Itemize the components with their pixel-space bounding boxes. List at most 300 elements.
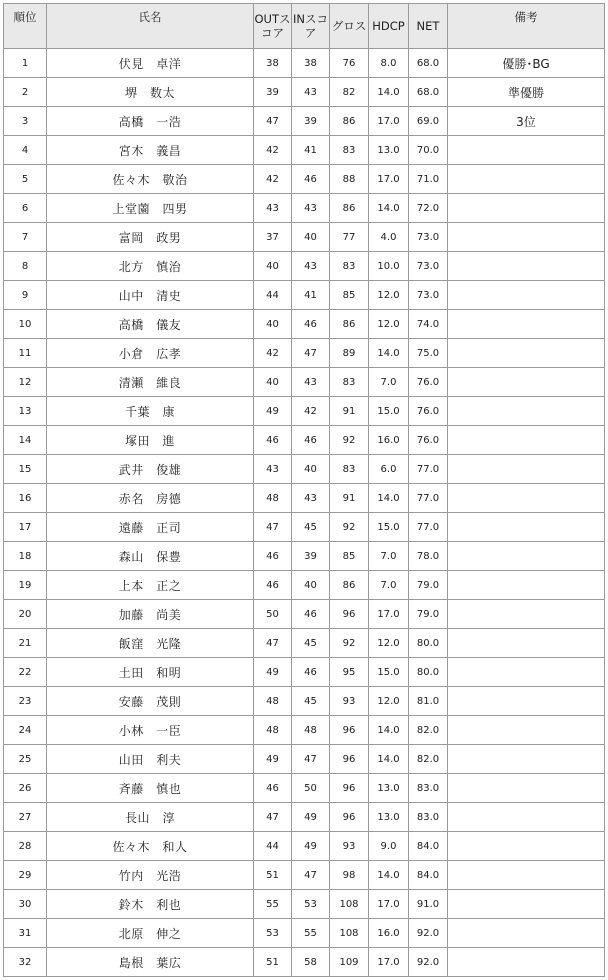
cell-name: 塚田 進: [47, 426, 254, 455]
cell-net: 81.0: [409, 687, 448, 716]
cell-out-score: 46: [254, 426, 292, 455]
cell-net: 80.0: [409, 658, 448, 687]
cell-net: 76.0: [409, 397, 448, 426]
cell-hdcp: 12.0: [369, 687, 409, 716]
cell-out-score: 40: [254, 368, 292, 397]
cell-hdcp: 14.0: [369, 78, 409, 107]
cell-out-score: 37: [254, 223, 292, 252]
cell-rank: 18: [4, 542, 47, 571]
cell-gross: 108: [330, 919, 369, 948]
cell-out-score: 48: [254, 484, 292, 513]
cell-out-score: 46: [254, 542, 292, 571]
cell-gross: 86: [330, 571, 369, 600]
cell-out-score: 48: [254, 716, 292, 745]
cell-rank: 32: [4, 948, 47, 977]
cell-out-score: 43: [254, 194, 292, 223]
cell-in-score: 45: [292, 629, 330, 658]
cell-rank: 8: [4, 252, 47, 281]
cell-name: 千葉 康: [47, 397, 254, 426]
cell-note: [448, 310, 605, 339]
cell-note: [448, 571, 605, 600]
cell-net: 76.0: [409, 426, 448, 455]
cell-name: 土田 和明: [47, 658, 254, 687]
cell-in-score: 46: [292, 310, 330, 339]
cell-net: 71.0: [409, 165, 448, 194]
cell-name: 武井 俊雄: [47, 455, 254, 484]
cell-hdcp: 7.0: [369, 368, 409, 397]
table-row: [4, 861, 605, 890]
table-row: [4, 252, 605, 281]
cell-gross: 92: [330, 629, 369, 658]
table-row: [4, 716, 605, 745]
cell-hdcp: 15.0: [369, 658, 409, 687]
cell-hdcp: 14.0: [369, 484, 409, 513]
cell-net: 78.0: [409, 542, 448, 571]
cell-out-score: 47: [254, 107, 292, 136]
cell-hdcp: 14.0: [369, 339, 409, 368]
cell-in-score: 46: [292, 658, 330, 687]
cell-out-score: 51: [254, 861, 292, 890]
cell-in-score: 46: [292, 600, 330, 629]
cell-note: [448, 223, 605, 252]
cell-out-score: 47: [254, 629, 292, 658]
cell-name: 小倉 広孝: [47, 339, 254, 368]
cell-in-score: 47: [292, 861, 330, 890]
cell-gross: 96: [330, 803, 369, 832]
cell-net: 75.0: [409, 339, 448, 368]
cell-rank: 2: [4, 78, 47, 107]
table-row: [4, 165, 605, 194]
cell-out-score: 39: [254, 78, 292, 107]
cell-gross: 85: [330, 542, 369, 571]
cell-hdcp: 13.0: [369, 803, 409, 832]
cell-rank: 31: [4, 919, 47, 948]
cell-note: [448, 716, 605, 745]
cell-out-score: 49: [254, 658, 292, 687]
table-body: [4, 49, 605, 977]
cell-gross: 98: [330, 861, 369, 890]
cell-name: 小林 一臣: [47, 716, 254, 745]
cell-hdcp: 15.0: [369, 513, 409, 542]
cell-rank: 1: [4, 49, 47, 78]
cell-name: 山中 清史: [47, 281, 254, 310]
table-row: [4, 339, 605, 368]
results-table: [3, 3, 605, 977]
cell-in-score: 41: [292, 281, 330, 310]
cell-hdcp: 7.0: [369, 571, 409, 600]
table-row: [4, 397, 605, 426]
cell-gross: 109: [330, 948, 369, 977]
cell-name: 森山 保豊: [47, 542, 254, 571]
cell-gross: 92: [330, 426, 369, 455]
cell-net: 92.0: [409, 948, 448, 977]
cell-note: [448, 165, 605, 194]
cell-in-score: 43: [292, 252, 330, 281]
cell-gross: 76: [330, 49, 369, 78]
cell-hdcp: 14.0: [369, 194, 409, 223]
cell-in-score: 50: [292, 774, 330, 803]
cell-note: [448, 890, 605, 919]
cell-name: 北方 慎治: [47, 252, 254, 281]
cell-rank: 7: [4, 223, 47, 252]
cell-in-score: 45: [292, 687, 330, 716]
cell-in-score: 40: [292, 455, 330, 484]
cell-net: 80.0: [409, 629, 448, 658]
cell-gross: 83: [330, 455, 369, 484]
cell-rank: 25: [4, 745, 47, 774]
table-row: [4, 223, 605, 252]
table-row: [4, 455, 605, 484]
cell-gross: 92: [330, 513, 369, 542]
cell-in-score: 55: [292, 919, 330, 948]
cell-out-score: 38: [254, 49, 292, 78]
cell-in-score: 53: [292, 890, 330, 919]
header-in-score: INスコア: [292, 4, 330, 49]
cell-gross: 77: [330, 223, 369, 252]
cell-note: [448, 919, 605, 948]
cell-rank: 9: [4, 281, 47, 310]
cell-in-score: 49: [292, 832, 330, 861]
cell-net: 73.0: [409, 223, 448, 252]
cell-note: [448, 542, 605, 571]
cell-note: [448, 339, 605, 368]
cell-in-score: 46: [292, 426, 330, 455]
cell-in-score: 58: [292, 948, 330, 977]
cell-rank: 10: [4, 310, 47, 339]
cell-net: 83.0: [409, 774, 448, 803]
cell-hdcp: 13.0: [369, 774, 409, 803]
table-row: [4, 832, 605, 861]
cell-note: [448, 252, 605, 281]
cell-net: 79.0: [409, 600, 448, 629]
cell-out-score: 42: [254, 339, 292, 368]
cell-in-score: 43: [292, 368, 330, 397]
cell-in-score: 48: [292, 716, 330, 745]
cell-note: [448, 948, 605, 977]
cell-name: 佐々木 敬治: [47, 165, 254, 194]
cell-out-score: 53: [254, 919, 292, 948]
cell-note: [448, 687, 605, 716]
cell-name: 富岡 政男: [47, 223, 254, 252]
cell-hdcp: 12.0: [369, 281, 409, 310]
cell-net: 73.0: [409, 281, 448, 310]
table-row: [4, 919, 605, 948]
cell-hdcp: 12.0: [369, 310, 409, 339]
cell-gross: 83: [330, 252, 369, 281]
cell-hdcp: 17.0: [369, 948, 409, 977]
cell-net: 72.0: [409, 194, 448, 223]
cell-hdcp: 6.0: [369, 455, 409, 484]
cell-gross: 96: [330, 716, 369, 745]
cell-name: 竹内 光浩: [47, 861, 254, 890]
cell-hdcp: 14.0: [369, 861, 409, 890]
cell-gross: 93: [330, 832, 369, 861]
cell-gross: 88: [330, 165, 369, 194]
cell-hdcp: 8.0: [369, 49, 409, 78]
header-gross: グロス: [330, 4, 369, 49]
cell-name: 斉藤 慎也: [47, 774, 254, 803]
cell-hdcp: 15.0: [369, 397, 409, 426]
cell-net: 77.0: [409, 513, 448, 542]
cell-in-score: 49: [292, 803, 330, 832]
cell-note: [448, 629, 605, 658]
cell-in-score: 43: [292, 78, 330, 107]
cell-name: 堺 数太: [47, 78, 254, 107]
table-row: [4, 890, 605, 919]
cell-net: 68.0: [409, 78, 448, 107]
header-name: 氏名: [47, 4, 254, 49]
cell-rank: 16: [4, 484, 47, 513]
cell-hdcp: 17.0: [369, 165, 409, 194]
cell-rank: 3: [4, 107, 47, 136]
cell-note: [448, 600, 605, 629]
cell-gross: 85: [330, 281, 369, 310]
cell-rank: 29: [4, 861, 47, 890]
cell-note: [448, 861, 605, 890]
cell-hdcp: 16.0: [369, 919, 409, 948]
cell-gross: 108: [330, 890, 369, 919]
cell-note: [448, 484, 605, 513]
cell-gross: 83: [330, 136, 369, 165]
cell-note: [448, 803, 605, 832]
cell-net: 84.0: [409, 832, 448, 861]
table-row: [4, 629, 605, 658]
table-header: [4, 4, 605, 49]
cell-out-score: 55: [254, 890, 292, 919]
table-row: [4, 513, 605, 542]
cell-note: [448, 658, 605, 687]
cell-out-score: 44: [254, 832, 292, 861]
table-row: [4, 658, 605, 687]
cell-net: 77.0: [409, 455, 448, 484]
cell-out-score: 49: [254, 745, 292, 774]
cell-note: [448, 774, 605, 803]
cell-in-score: 42: [292, 397, 330, 426]
cell-name: 宮木 義昌: [47, 136, 254, 165]
cell-name: 安藤 茂則: [47, 687, 254, 716]
cell-rank: 27: [4, 803, 47, 832]
table-row: [4, 78, 605, 107]
table-row: [4, 542, 605, 571]
cell-gross: 96: [330, 745, 369, 774]
cell-out-score: 40: [254, 310, 292, 339]
cell-rank: 21: [4, 629, 47, 658]
cell-note: 優勝･BG: [448, 49, 605, 78]
table-row: [4, 484, 605, 513]
cell-name: 伏見 卓洋: [47, 49, 254, 78]
cell-out-score: 40: [254, 252, 292, 281]
cell-name: 佐々木 和人: [47, 832, 254, 861]
cell-net: 68.0: [409, 49, 448, 78]
cell-in-score: 43: [292, 484, 330, 513]
cell-gross: 86: [330, 107, 369, 136]
table-row: [4, 803, 605, 832]
cell-in-score: 39: [292, 107, 330, 136]
cell-note: 準優勝: [448, 78, 605, 107]
cell-in-score: 47: [292, 339, 330, 368]
cell-name: 鈴木 利也: [47, 890, 254, 919]
cell-hdcp: 14.0: [369, 745, 409, 774]
cell-note: [448, 397, 605, 426]
header-row: [4, 4, 605, 49]
cell-name: 加藤 尚美: [47, 600, 254, 629]
cell-in-score: 43: [292, 194, 330, 223]
cell-out-score: 46: [254, 774, 292, 803]
cell-out-score: 47: [254, 513, 292, 542]
table-row: [4, 136, 605, 165]
cell-in-score: 40: [292, 223, 330, 252]
cell-hdcp: 17.0: [369, 107, 409, 136]
cell-rank: 30: [4, 890, 47, 919]
table-row: [4, 426, 605, 455]
cell-rank: 6: [4, 194, 47, 223]
cell-net: 76.0: [409, 368, 448, 397]
cell-rank: 15: [4, 455, 47, 484]
cell-out-score: 49: [254, 397, 292, 426]
cell-rank: 26: [4, 774, 47, 803]
cell-name: 上堂薗 四男: [47, 194, 254, 223]
table-row: [4, 194, 605, 223]
cell-hdcp: 17.0: [369, 600, 409, 629]
cell-in-score: 45: [292, 513, 330, 542]
cell-rank: 19: [4, 571, 47, 600]
cell-out-score: 46: [254, 571, 292, 600]
cell-rank: 23: [4, 687, 47, 716]
cell-note: [448, 194, 605, 223]
cell-name: 清瀬 維良: [47, 368, 254, 397]
cell-net: 82.0: [409, 716, 448, 745]
cell-in-score: 39: [292, 542, 330, 571]
cell-hdcp: 12.0: [369, 629, 409, 658]
cell-rank: 24: [4, 716, 47, 745]
cell-name: 上本 正之: [47, 571, 254, 600]
cell-note: [448, 513, 605, 542]
cell-name: 長山 淳: [47, 803, 254, 832]
cell-hdcp: 13.0: [369, 136, 409, 165]
table-row: [4, 368, 605, 397]
cell-net: 74.0: [409, 310, 448, 339]
cell-rank: 12: [4, 368, 47, 397]
cell-name: 島根 葉広: [47, 948, 254, 977]
cell-gross: 96: [330, 600, 369, 629]
cell-note: [448, 426, 605, 455]
cell-rank: 20: [4, 600, 47, 629]
cell-name: 高橋 儀友: [47, 310, 254, 339]
cell-name: 北原 伸之: [47, 919, 254, 948]
cell-note: [448, 455, 605, 484]
cell-net: 92.0: [409, 919, 448, 948]
cell-out-score: 50: [254, 600, 292, 629]
cell-rank: 13: [4, 397, 47, 426]
cell-note: [448, 281, 605, 310]
header-hdcp: HDCP: [369, 4, 409, 49]
table-row: [4, 687, 605, 716]
cell-rank: 22: [4, 658, 47, 687]
cell-out-score: 51: [254, 948, 292, 977]
cell-name: 山田 利夫: [47, 745, 254, 774]
cell-rank: 4: [4, 136, 47, 165]
cell-gross: 95: [330, 658, 369, 687]
cell-note: [448, 136, 605, 165]
table-row: [4, 310, 605, 339]
cell-net: 91.0: [409, 890, 448, 919]
table-row: [4, 745, 605, 774]
cell-hdcp: 17.0: [369, 890, 409, 919]
cell-hdcp: 10.0: [369, 252, 409, 281]
cell-out-score: 42: [254, 136, 292, 165]
cell-in-score: 40: [292, 571, 330, 600]
cell-gross: 93: [330, 687, 369, 716]
cell-gross: 83: [330, 368, 369, 397]
cell-net: 73.0: [409, 252, 448, 281]
cell-rank: 5: [4, 165, 47, 194]
table-row: [4, 107, 605, 136]
header-net: NET: [409, 4, 448, 49]
cell-name: 赤名 房德: [47, 484, 254, 513]
cell-gross: 91: [330, 397, 369, 426]
table-row: [4, 49, 605, 78]
cell-hdcp: 14.0: [369, 716, 409, 745]
cell-hdcp: 4.0: [369, 223, 409, 252]
cell-gross: 86: [330, 310, 369, 339]
cell-name: 遠藤 正司: [47, 513, 254, 542]
cell-net: 84.0: [409, 861, 448, 890]
cell-out-score: 42: [254, 165, 292, 194]
cell-hdcp: 16.0: [369, 426, 409, 455]
cell-name: 飯窪 光隆: [47, 629, 254, 658]
cell-net: 83.0: [409, 803, 448, 832]
cell-out-score: 47: [254, 803, 292, 832]
cell-gross: 96: [330, 774, 369, 803]
header-rank: 順位: [4, 4, 47, 49]
cell-rank: 14: [4, 426, 47, 455]
cell-note: [448, 368, 605, 397]
cell-gross: 89: [330, 339, 369, 368]
cell-out-score: 48: [254, 687, 292, 716]
cell-out-score: 43: [254, 455, 292, 484]
cell-note: 3位: [448, 107, 605, 136]
cell-in-score: 38: [292, 49, 330, 78]
cell-rank: 17: [4, 513, 47, 542]
table-row: [4, 774, 605, 803]
table-row: [4, 600, 605, 629]
cell-note: [448, 745, 605, 774]
cell-net: 82.0: [409, 745, 448, 774]
cell-hdcp: 7.0: [369, 542, 409, 571]
cell-gross: 91: [330, 484, 369, 513]
cell-net: 69.0: [409, 107, 448, 136]
cell-in-score: 47: [292, 745, 330, 774]
cell-gross: 86: [330, 194, 369, 223]
table-row: [4, 281, 605, 310]
table-row: [4, 948, 605, 977]
cell-net: 77.0: [409, 484, 448, 513]
cell-net: 79.0: [409, 571, 448, 600]
header-note: 備考: [448, 4, 605, 49]
cell-out-score: 44: [254, 281, 292, 310]
cell-net: 70.0: [409, 136, 448, 165]
table-row: [4, 571, 605, 600]
cell-in-score: 41: [292, 136, 330, 165]
header-out-score: OUTスコア: [254, 4, 292, 49]
cell-name: 高橋 一浩: [47, 107, 254, 136]
cell-in-score: 46: [292, 165, 330, 194]
cell-hdcp: 9.0: [369, 832, 409, 861]
cell-rank: 11: [4, 339, 47, 368]
cell-gross: 82: [330, 78, 369, 107]
cell-note: [448, 832, 605, 861]
cell-rank: 28: [4, 832, 47, 861]
